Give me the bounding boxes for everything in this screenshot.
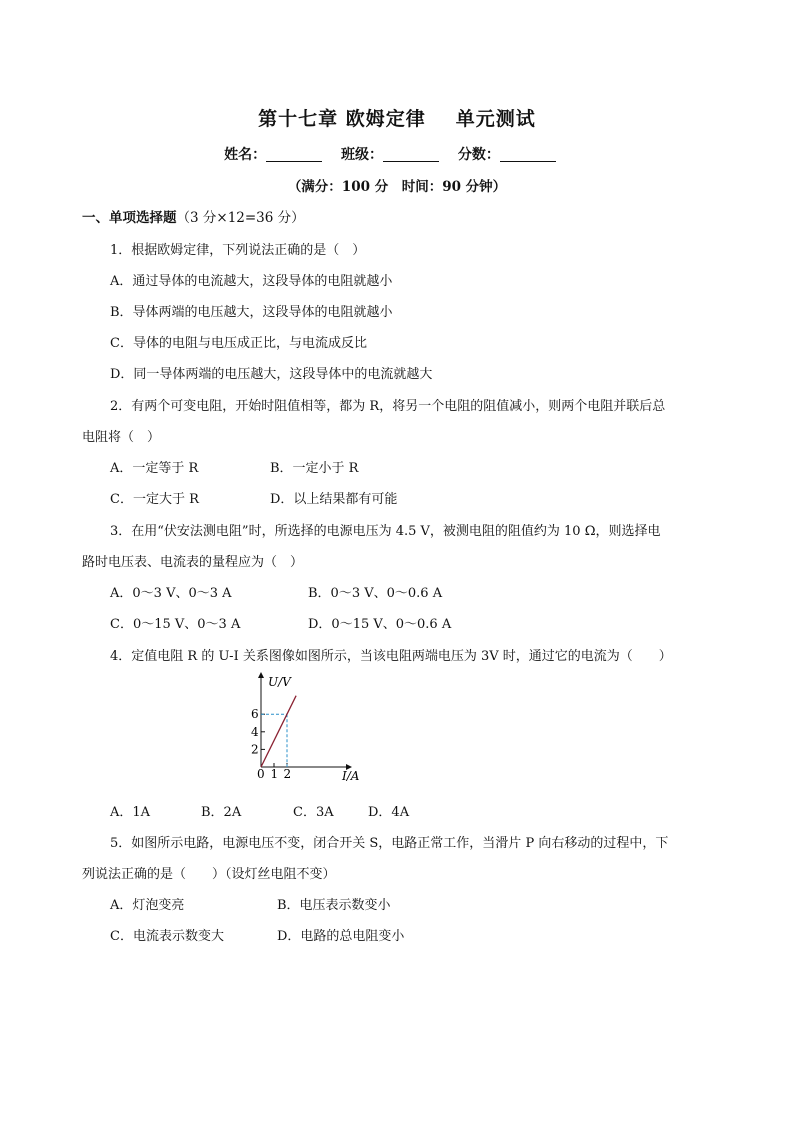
name-label: 姓名： bbox=[224, 147, 267, 163]
question-1-option-a[interactable]: A．通过导体的电流越大，这段导体的电阻就越小 bbox=[110, 274, 393, 289]
question-2-option-d[interactable]: D．以上结果都有可能 bbox=[270, 492, 398, 507]
question-5-stem-cont: 列说法正确的是（ ）（设灯丝电阻不变） bbox=[82, 867, 336, 882]
page-title bbox=[0, 104, 794, 131]
class-blank[interactable] bbox=[383, 147, 439, 162]
question-3-option-a[interactable]: A．0～3 V、0～3 A bbox=[110, 586, 232, 601]
question-2-stem: 2．有两个可变电阻，开始时阻值相等，都为 R，将另一个电阻的阻值减小，则两个电阻并联后总 bbox=[110, 399, 666, 414]
question-4-option-a[interactable]: A．1A bbox=[110, 805, 151, 820]
u-i-line bbox=[261, 696, 296, 767]
question-2-option-c[interactable]: C．一定大于 R bbox=[110, 492, 199, 507]
question-5-option-d[interactable]: D．电路的总电阻变小 bbox=[277, 929, 405, 944]
section-note: （3 分×12=36 分） bbox=[176, 210, 305, 226]
name-blank[interactable] bbox=[266, 147, 322, 162]
question-2-option-b[interactable]: B．一定小于 R bbox=[270, 461, 359, 476]
title-test: 单元测试 bbox=[455, 108, 536, 130]
y-axis-label: U/V bbox=[268, 675, 291, 689]
y-tick-label: 2 bbox=[251, 742, 259, 757]
question-3-stem: 3．在用“伏安法测电阻”时，所选择的电源电压为 4.5 V，被测电阻的阻值约为 10 Ω，则选择电 bbox=[110, 524, 661, 539]
section-title: 一、单项选择题 bbox=[82, 210, 177, 226]
x-tick-label: 2 bbox=[283, 767, 292, 781]
question-1-stem: 1．根据欧姆定律，下列说法正确的是（ ） bbox=[110, 243, 366, 258]
y-axis-arrow-icon bbox=[258, 672, 264, 678]
score-label: 分数： bbox=[457, 147, 500, 163]
question-5-option-b[interactable]: B．电压表示数变小 bbox=[277, 898, 391, 913]
question-1-option-c[interactable]: C．导体的电阻与电压成正比，与电流成反比 bbox=[110, 336, 367, 351]
y-tick-label: 4 bbox=[251, 724, 259, 739]
class-label: 班级： bbox=[341, 147, 383, 163]
question-2-stem-cont: 电阻将（ ） bbox=[82, 430, 161, 445]
question-4-option-c[interactable]: C．3A bbox=[293, 805, 334, 820]
x-axis-label: I/A bbox=[342, 769, 360, 783]
question-2-option-a[interactable]: A．一定等于 R bbox=[110, 461, 199, 476]
section-heading bbox=[82, 206, 305, 226]
title-chapter: 第十七章 欧姆定律 bbox=[258, 108, 426, 130]
u-i-graph bbox=[246, 672, 376, 787]
question-5-option-c[interactable]: C．电流表示数变大 bbox=[110, 929, 224, 944]
exam-subtitle: （满分：100 分 时间：90 分钟） bbox=[287, 179, 507, 195]
question-1-option-d[interactable]: D．同一导体两端的电压越大，这段导体中的电流就越大 bbox=[110, 367, 433, 382]
question-4-option-d[interactable]: D．4A bbox=[368, 805, 410, 820]
question-5-stem: 5．如图所示电路，电源电压不变，闭合开关 S，电路正常工作，当滑片 P 向右移动的过程中，下 bbox=[110, 836, 669, 851]
question-4-stem: 4．定值电阻 R 的 U-I 关系图像如图所示，当该电阻两端电压为 3V 时，通过它的电流为（ ） bbox=[110, 649, 672, 664]
question-5-option-a[interactable]: A．灯泡变亮 bbox=[110, 898, 185, 913]
score-blank[interactable] bbox=[500, 147, 556, 162]
question-1-option-b[interactable]: B．导体两端的电压越大，这段导体的电阻就越小 bbox=[110, 305, 393, 320]
question-3-option-d[interactable]: D．0～15 V、0～0.6 A bbox=[308, 617, 452, 632]
question-3-option-c[interactable]: C．0～15 V、0～3 A bbox=[110, 617, 241, 632]
x-tick-0: 0 bbox=[257, 767, 265, 781]
question-3-stem-cont: 路时电压表、电流表的量程应为（ ） bbox=[82, 555, 304, 570]
student-info-row bbox=[0, 144, 794, 164]
question-3-option-b[interactable]: B．0～3 V、0～0.6 A bbox=[308, 586, 443, 601]
y-tick-label: 6 bbox=[251, 707, 259, 722]
question-4-option-b[interactable]: B．2A bbox=[201, 805, 242, 820]
x-tick-label: 1 bbox=[270, 767, 279, 781]
